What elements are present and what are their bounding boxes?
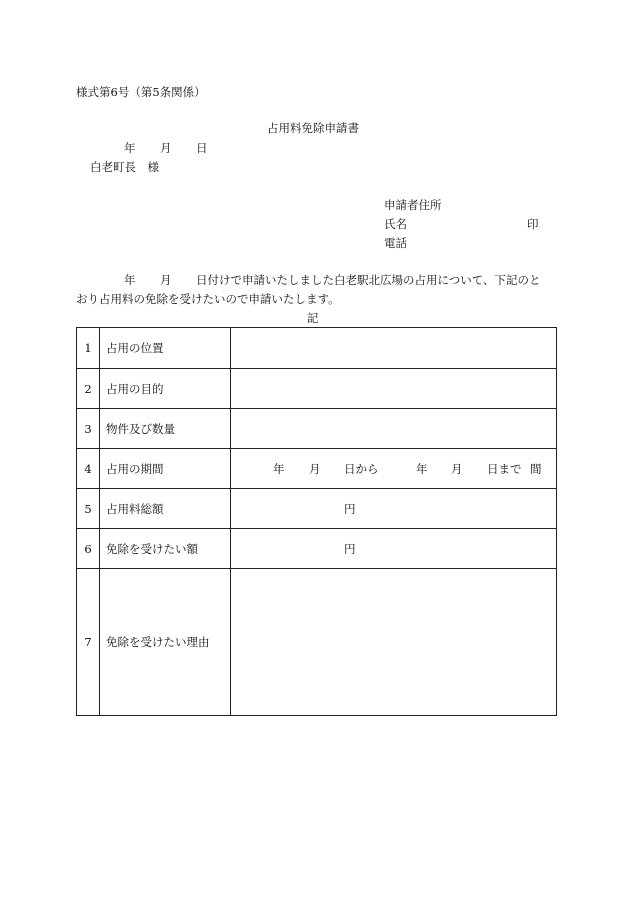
body-month-label: 月 [160, 273, 172, 287]
table-row [77, 449, 557, 489]
exemption-amount-field[interactable] [231, 529, 557, 569]
date-day-label: 日 [196, 141, 208, 155]
row-number: 6 [77, 529, 100, 569]
yen-unit: 円 [344, 501, 356, 516]
applicant-phone-label: 電話 [384, 236, 407, 250]
row-number: 1 [77, 328, 100, 369]
row-label: 占用料総額 [100, 489, 231, 529]
body-text-line2: おり占用料の免除を受けたいので申請いたします。 [76, 292, 340, 306]
addressee: 白老町長 様 [90, 160, 159, 174]
period-end-month: 月 [451, 461, 463, 476]
row-number: 2 [77, 369, 100, 409]
period-start-month: 月 [309, 461, 321, 476]
row-number: 3 [77, 409, 100, 449]
period-start-day: 日から [344, 461, 379, 476]
document-title: 占用料免除申請書 [267, 121, 359, 135]
exemption-reason-field[interactable] [231, 569, 557, 716]
table-row [77, 569, 557, 716]
occupancy-location-field[interactable] [231, 328, 557, 369]
period-duration: 間 [530, 461, 542, 476]
applicant-name-label: 氏名 [384, 217, 407, 231]
row-label: 占用の位置 [100, 328, 231, 369]
row-label: 占用の目的 [100, 369, 231, 409]
application-table [76, 327, 557, 716]
seal-mark: 印 [527, 217, 539, 231]
occupancy-period-field[interactable] [231, 449, 557, 489]
occupancy-purpose-field[interactable] [231, 369, 557, 409]
table-row [77, 328, 557, 369]
items-quantity-field[interactable] [231, 409, 557, 449]
period-end-year: 年 [416, 461, 428, 476]
ki-heading: 記 [307, 311, 319, 325]
row-label: 物件及び数量 [100, 409, 231, 449]
period-start-year: 年 [273, 461, 285, 476]
body-year-label: 年 [124, 273, 136, 287]
row-number: 5 [77, 489, 100, 529]
row-number: 4 [77, 449, 100, 489]
table-row [77, 409, 557, 449]
body-text-line1: 日付けで申請いたしました白老駅北広場の占用について、下記のと [196, 273, 541, 287]
applicant-address-label: 申請者住所 [384, 198, 442, 212]
total-fee-field[interactable] [231, 489, 557, 529]
table-row [77, 369, 557, 409]
row-label: 免除を受けたい額 [100, 529, 231, 569]
date-month-label: 月 [160, 141, 172, 155]
row-label: 占用の期間 [100, 449, 231, 489]
yen-unit: 円 [344, 541, 356, 556]
table-row [77, 529, 557, 569]
row-number: 7 [77, 569, 100, 716]
row-label: 免除を受けたい理由 [100, 569, 231, 716]
period-end-day: 日まで [487, 461, 522, 476]
form-number: 様式第6号（第5条関係） [76, 85, 206, 99]
date-year-label: 年 [124, 141, 136, 155]
table-row [77, 489, 557, 529]
